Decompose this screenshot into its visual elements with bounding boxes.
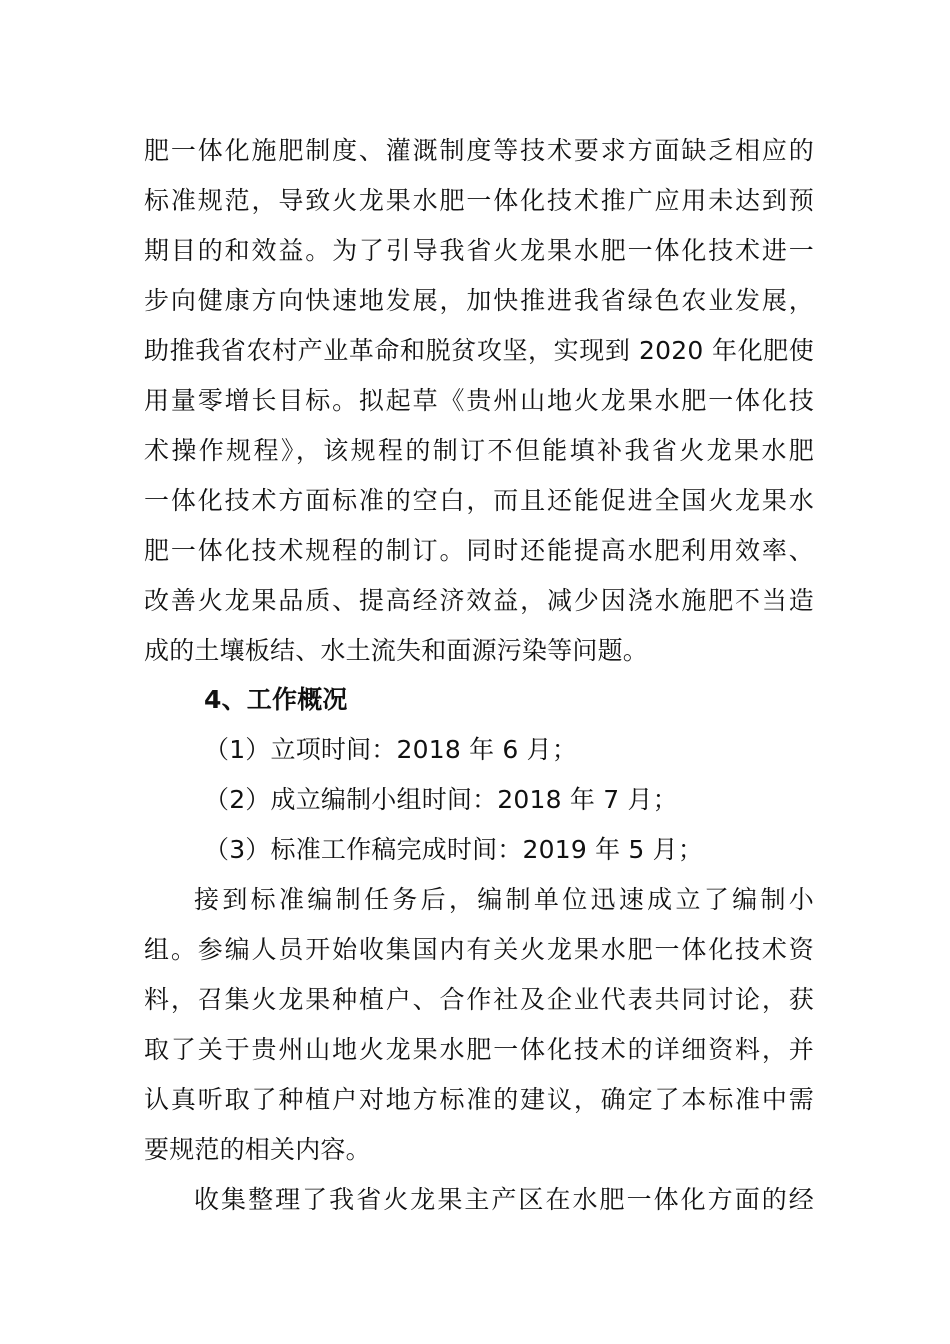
paragraph-line: 成的土壤板结、水土流失和面源污染等问题。: [144, 636, 649, 665]
paragraph-line: 接到标准编制任务后，编制单位迅速成立了编制小: [194, 885, 814, 914]
paragraph-line: 收集整理了我省火龙果主产区在水肥一体化方面的经: [194, 1185, 814, 1214]
paragraph-line: 改善火龙果品质、提高经济效益，减少因浇水施肥不当造: [144, 586, 814, 615]
paragraph-line: 用量零增长目标。拟起草《贵州山地火龙果水肥一体化技: [144, 386, 814, 415]
paragraph-line: 术操作规程》，该规程的制订不但能填补我省火龙果水肥: [144, 436, 814, 465]
list-item: （3）标准工作稿完成时间：2019 年 5 月；: [204, 835, 704, 864]
list-item: （2）成立编制小组时间：2018 年 7 月；: [204, 785, 678, 814]
paragraph-line: 步向健康方向快速地发展，加快推进我省绿色农业发展，: [144, 286, 814, 315]
list-item: （1）立项时间：2018 年 6 月；: [204, 735, 578, 764]
paragraph-line: 要规范的相关内容。: [144, 1135, 371, 1164]
paragraph-line: 取了关于贵州山地火龙果水肥一体化技术的详细资料，并: [144, 1035, 814, 1064]
paragraph-line: 肥一体化技术规程的制订。同时还能提高水肥利用效率、: [144, 536, 814, 565]
paragraph-line: 组。参编人员开始收集国内有关火龙果水肥一体化技术资: [144, 935, 814, 964]
paragraph-line: 肥一体化施肥制度、灌溉制度等技术要求方面缺乏相应的: [144, 136, 814, 165]
section-heading: 4、工作概况: [204, 685, 348, 714]
paragraph-line: 助推我省农村产业革命和脱贫攻坚，实现到 2020 年化肥使: [144, 336, 814, 365]
paragraph-line: 料，召集火龙果种植户、合作社及企业代表共同讨论，获: [144, 985, 814, 1014]
paragraph-line: 一体化技术方面标准的空白，而且还能促进全国火龙果水: [144, 486, 814, 515]
paragraph-line: 认真听取了种植户对地方标准的建议，确定了本标准中需: [144, 1085, 814, 1114]
paragraph-line: 期目的和效益。为了引导我省火龙果水肥一体化技术进一: [144, 236, 814, 265]
paragraph-line: 标准规范，导致火龙果水肥一体化技术推广应用未达到预: [144, 186, 814, 215]
